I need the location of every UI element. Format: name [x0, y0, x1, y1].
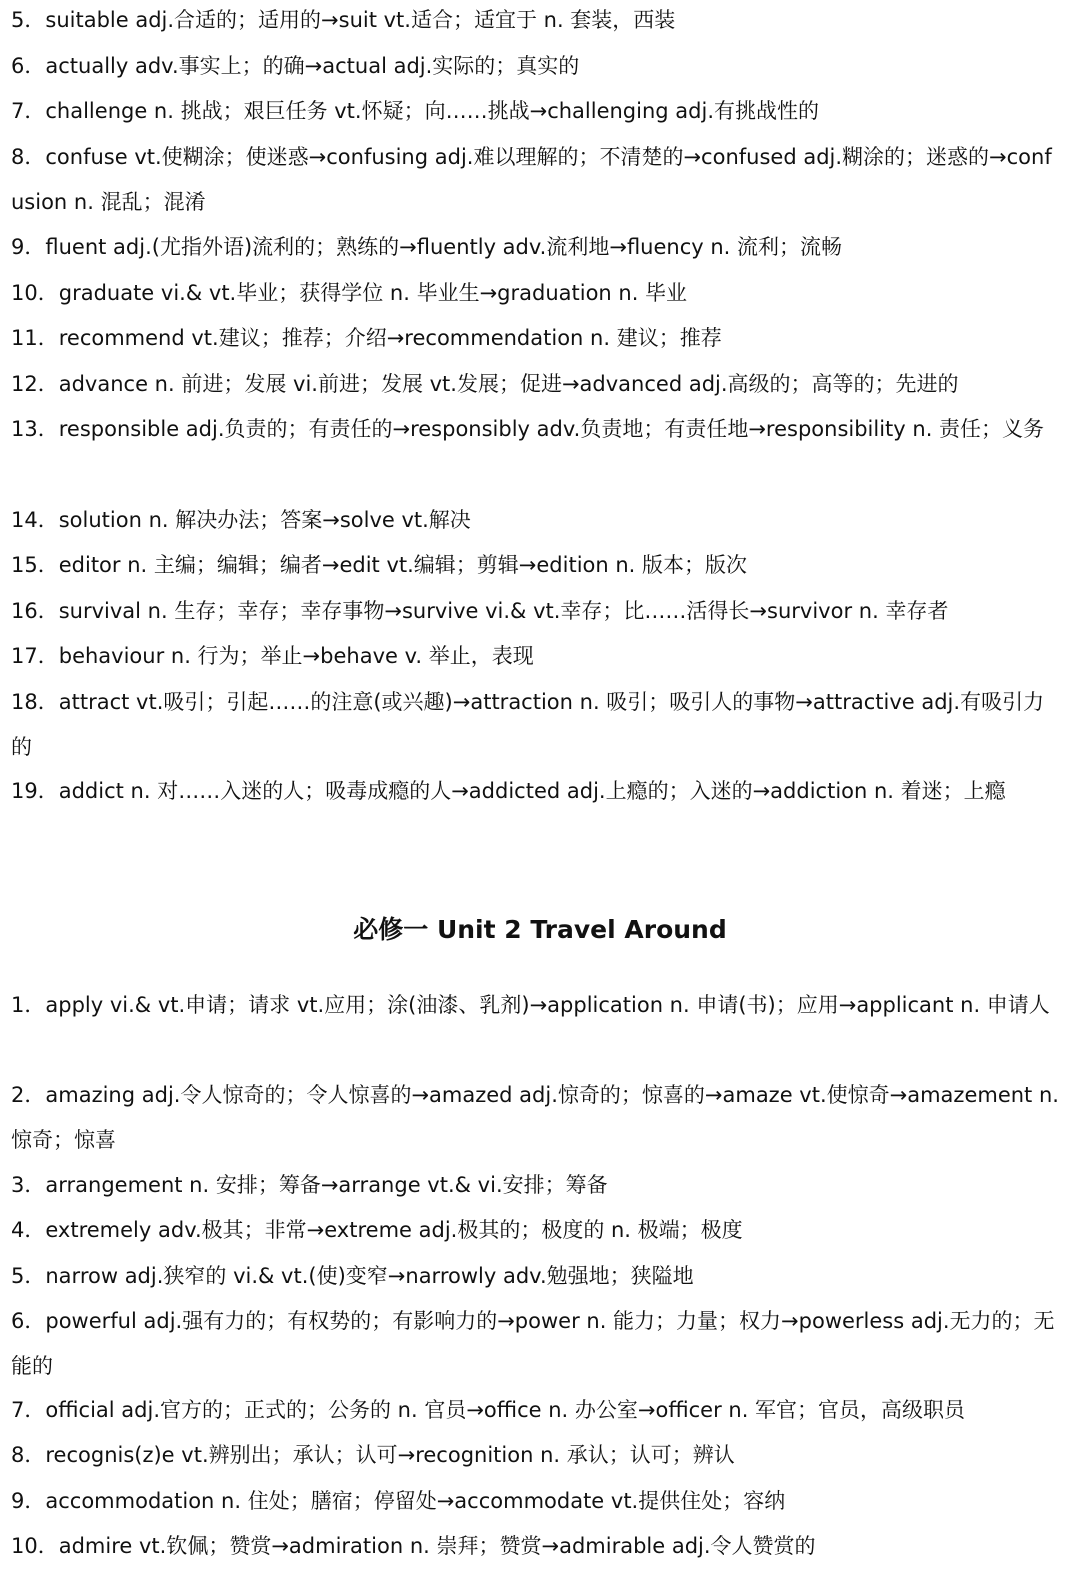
entry-number: 19． [11, 779, 59, 803]
entry-text: official adj.官方的；正式的；公务的 n. 官员→office n. 办公室→officer n. 军官；官员，高级职员 [45, 1398, 966, 1422]
entry-text: solution n. 解决办法；答案→solve vt.解决 [58, 508, 471, 532]
entry-number: 11． [11, 326, 59, 350]
unit-heading: 必修一 Unit 2 Travel Around [353, 915, 727, 944]
entry-number: 8． [11, 145, 46, 169]
vocab-entry [11, 316, 1063, 361]
vocab-entry [11, 225, 1063, 270]
vocab-entry [11, 407, 1063, 452]
vocab-entry [11, 983, 1063, 1028]
entry-text: apply vi.& vt.申请；请求 vt.应用；涂(油漆、乳剂)→application n. 申请(书)；应用→applicant n. 申请人 [45, 993, 1050, 1017]
vocab-entry [11, 362, 1063, 407]
vocab-entry [11, 1299, 1063, 1389]
entry-text: attract vt.吸引；引起……的注意(或兴趣)→attraction n. 吸引；吸引人的事物→attractive adj.有吸引力的 [11, 690, 1045, 759]
entry-number: 2． [11, 1083, 46, 1107]
entry-number: 14． [11, 508, 59, 532]
vocab-entry [11, 271, 1063, 316]
vocab-entry [11, 135, 1063, 225]
vocab-entry [11, 1073, 1063, 1163]
entry-number: 17． [11, 644, 59, 668]
entry-text: suitable adj.合适的；适用的→suit vt.适合；适宜于 n. 套装，西装 [45, 8, 676, 32]
entry-text: amazing adj.令人惊奇的；令人惊喜的→amazed adj.惊奇的；惊喜的→amaze vt.使惊奇→amazement n. 惊奇；惊喜 [11, 1083, 1059, 1152]
entry-text: challenge n. 挑战；艰巨任务 vt.怀疑；向……挑战→challenging adj.有挑战性的 [45, 99, 819, 123]
entry-number: 10． [11, 1534, 59, 1558]
entry-text: narrow adj.狭窄的 vi.& vt.(使)变窄→narrowly adv.勉强地；狭隘地 [45, 1264, 694, 1288]
vocab-entry [11, 543, 1063, 588]
entry-text: accommodation n. 住处；膳宿；停留处→accommodate vt.提供住处；容纳 [45, 1489, 786, 1513]
entry-text: responsible adj.负责的；有责任的→responsibly adv.负责地；有责任地→responsibility n. 责任；义务 [58, 417, 1045, 441]
entry-text: graduate vi.& vt.毕业；获得学位 n. 毕业生→graduation n. 毕业 [58, 281, 688, 305]
entry-text: actually adv.事实上；的确→actual adj.实际的；真实的 [45, 54, 580, 78]
vocab-entry [11, 634, 1063, 679]
entry-number: 6． [11, 1309, 46, 1333]
vocab-entry [11, 1479, 1063, 1524]
entry-number: 7． [11, 1398, 46, 1422]
entry-text: confuse vt.使糊涂；使迷惑→confusing adj.难以理解的；不清楚的→confused adj.糊涂的；迷惑的→confusion n. 混乱；混淆 [11, 145, 1052, 214]
entry-text: admire vt.钦佩；赞赏→admiration n. 崇拜；赞赏→admirable adj.令人赞赏的 [58, 1534, 816, 1558]
entry-number: 15． [11, 553, 59, 577]
entry-text: powerful adj.强有力的；有权势的；有影响力的→power n. 能力；力量；权力→powerless adj.无力的；无能的 [11, 1309, 1055, 1378]
entry-text: addict n. 对……入迷的人；吸毒成瘾的人→addicted adj.上瘾的；入迷的→addiction n. 着迷；上瘾 [58, 779, 1006, 803]
vocab-entry [11, 589, 1063, 634]
entry-text: recognis(z)e vt.辨别出；承认；认可→recognition n. 承认；认可；辨认 [45, 1443, 735, 1467]
vocab-entry [11, 89, 1063, 134]
entry-text: survival n. 生存；幸存；幸存事物→survive vi.& vt.幸存；比……活得长→survivor n. 幸存者 [58, 599, 949, 623]
vocab-entry [11, 680, 1063, 770]
vocab-entry [11, 1163, 1063, 1208]
vocab-entry [11, 498, 1063, 543]
vocab-entry [11, 1208, 1063, 1253]
vocab-entry [11, 1254, 1063, 1299]
entry-number: 16． [11, 599, 59, 623]
vocab-entry [11, 1388, 1063, 1433]
entry-number: 6． [11, 54, 46, 78]
entry-number: 13． [11, 417, 59, 441]
entry-text: advance n. 前进；发展 vi.前进；发展 vt.发展；促进→advanced adj.高级的；高等的；先进的 [58, 372, 959, 396]
vocab-entry [11, 0, 1063, 43]
entry-number: 3． [11, 1173, 46, 1197]
vocab-entry [11, 769, 1063, 814]
entry-number: 18． [11, 690, 59, 714]
entry-text: extremely adv.极其；非常→extreme adj.极其的；极度的 n. 极端；极度 [45, 1218, 743, 1242]
entry-text: recommend vt.建议；推荐；介绍→recommendation n. 建议；推荐 [58, 326, 722, 350]
entry-number: 7． [11, 99, 46, 123]
vocab-entry [11, 1433, 1063, 1478]
entry-number: 4． [11, 1218, 46, 1242]
entry-number: 9． [11, 235, 46, 259]
entry-number: 12． [11, 372, 59, 396]
entry-number: 10． [11, 281, 59, 305]
entry-number: 9． [11, 1489, 46, 1513]
entry-text: editor n. 主编；编辑；编者→edit vt.编辑；剪辑→edition n. 版本；版次 [58, 553, 748, 577]
entry-number: 5． [11, 8, 46, 32]
entry-number: 5． [11, 1264, 46, 1288]
vocab-entry [11, 1524, 1063, 1569]
entry-text: arrangement n. 安排；筹备→arrange vt.& vi.安排；筹备 [45, 1173, 608, 1197]
entry-number: 8． [11, 1443, 46, 1467]
entry-text: fluent adj.(尤指外语)流利的；熟练的→fluently adv.流利地→fluency n. 流利；流畅 [45, 235, 843, 259]
entry-number: 1． [11, 993, 46, 1017]
entry-text: behaviour n. 行为；举止→behave v. 举止，表现 [58, 644, 534, 668]
vocab-entry [11, 44, 1063, 89]
